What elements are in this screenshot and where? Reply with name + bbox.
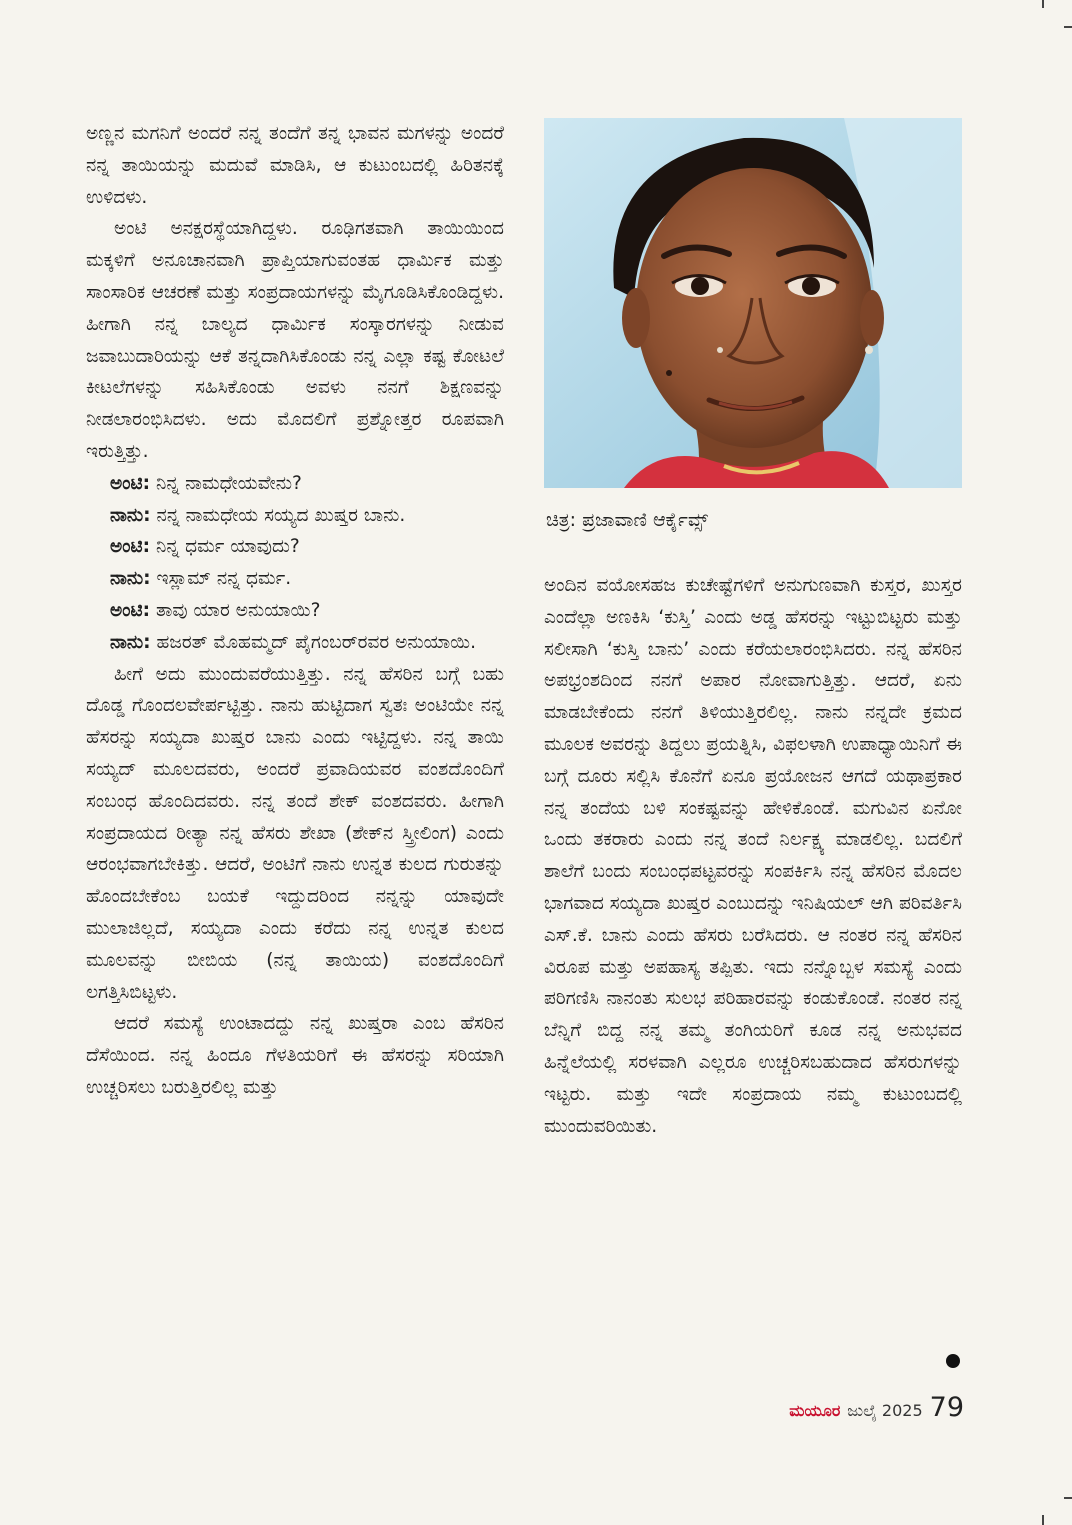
dialogue-text: ನಿನ್ನ ನಾಮಧೇಯವೇನು? (150, 472, 302, 494)
speaker-label: ಅಂಟಿ: (110, 599, 151, 621)
dialogue-text: ನಿನ್ನ ಧರ್ಮ ಯಾವುದು? (150, 536, 300, 558)
issue-date: ಜುಲೈ 2025 (847, 1401, 923, 1420)
author-photo (544, 118, 962, 488)
photo-caption: ಚಿತ್ರ: ಪ್ರಜಾವಾಣಿ ಆರ್ಕೈವ್ಸ್ (546, 509, 709, 531)
crop-mark-bottom-right (1042, 1515, 1044, 1525)
paragraph-intro: ಅಣ್ಣನ ಮಗನಿಗೆ ಅಂದರೆ ನನ್ನ ತಂದೆಗೆ ತನ್ನ ಭಾವನ ಮಗಳನ್ನು ಅಂದರೆ ನನ್ನ ತಾಯಿಯನ್ನು ಮದುವೆ ಮಾಡಿಸಿ, ಆ ಕುಟುಂಬದಲ್ಲಿ ಹಿರಿತನಕ್ಕೆ ಉಳಿದಳು. (86, 123, 504, 208)
crop-mark-right-top (1064, 26, 1072, 28)
right-column (544, 570, 962, 1142)
dialogue-line (86, 531, 504, 563)
paragraph-aunt: ಅಂಟಿ ಅನಕ್ಷರಸ್ಥೆಯಾಗಿದ್ದಳು. ರೂಢಿಗತವಾಗಿ ತಾಯಿಯಿಂದ ಮಕ್ಕಳಿಗೆ ಅನೂಚಾನವಾಗಿ ಪ್ರಾಪ್ತಿಯಾಗುವಂತಹ ಧಾರ್ಮಿಕ ಮತ್ತು ಸಾಂಸಾರಿಕ ಆಚರಣೆ ಮತ್ತು ಸಂಪ್ರದಾಯಗಳನ್ನು ಮೈಗೂಡಿಸಿಕೊಂಡಿದ್ದಳು. ಹೀಗಾಗಿ ನನ್ನ ಬಾಲ್ಯದ ಧಾರ್ಮಿಕ ಸಂಸ್ಕಾರಗಳನ್ನು ನೀಡುವ ಜವಾಬುದಾರಿಯನ್ನು ಆಕೆ ತನ್ನದಾಗಿಸಿಕೊಂಡು ನನ್ನ ಎಲ್ಲಾ ಕಷ್ಟ ಕೋಟಲೆ ಕೀಟಲೆಗಳನ್ನು ಸಹಿಸಿಕೊಂಡು ಅವಳು ನನಗೆ ಶಿಕ್ಷಣವನ್ನು ನೀಡಲಾರಂಭಿಸಿದಳು. ಅದು ಮೊದಲಿಗೆ ಪ್ರಶ್ನೋತ್ತರ ರೂಪವಾಗಿ ಇರುತ್ತಿತ್ತು. (86, 218, 504, 462)
page-number: 79 (929, 1392, 964, 1423)
speaker-label: ನಾನು: (110, 568, 151, 590)
crop-mark-right-bottom (1064, 1497, 1072, 1499)
dialogue-text: ಹಜರತ್ ಮೊಹಮ್ಮದ್ ಪೈಗಂಬರ್‌ರವರ ಅನುಯಾಯಿ. (150, 631, 477, 653)
dialogue (86, 468, 504, 659)
dialogue-text: ನನ್ನ ನಾಮಧೇಯ ಸಯ್ಯದ ಖುಷ್ತರ ಬಾನು. (150, 504, 406, 526)
dialogue-line (86, 500, 504, 532)
dialogue-line (86, 627, 504, 659)
left-column (86, 118, 504, 1104)
paragraph-name-confusion: ಹೀಗೆ ಅದು ಮುಂದುವರೆಯುತ್ತಿತ್ತು. ನನ್ನ ಹೆಸರಿನ ಬಗ್ಗೆ ಬಹು ದೊಡ್ಡ ಗೊಂದಲವೇರ್ಪಟ್ಟಿತ್ತು. ನಾನು ಹುಟ್ಟಿದಾಗ ಸ್ವತಃ ಅಂಟಿಯೇ ನನ್ನ ಹೆಸರನ್ನು ಸಯ್ಯದಾ ಖುಷ್ತರ ಬಾನು ಎಂದು ಇಟ್ಟಿದ್ದಳು. ನನ್ನ ತಾಯಿ ಸಯ್ಯದ್ ಮೂಲದವರು, ಅಂದರೆ ಪ್ರವಾದಿಯವರ ವಂಶದೊಂದಿಗೆ ಸಂಬಂಧ ಹೊಂದಿದವರು. ನನ್ನ ತಂದೆ ಶೇಕ್ ವಂಶದವರು. ಹೀಗಾಗಿ ಸಂಪ್ರದಾಯದ ರೀತ್ಯಾ ನನ್ನ ಹೆಸರು ಶೇಖಾ (ಶೇಕ್‌ನ ಸ್ತ್ರೀಲಿಂಗ) ಎಂದು ಆರಂಭವಾಗಬೇಕಿತ್ತು. ಆದರೆ, ಅಂಟಿಗೆ ನಾನು ಉನ್ನತ ಕುಲದ ಗುರುತನ್ನು ಹೊಂದಬೇಕೆಂಬ ಬಯಕೆ ಇದ್ದುದರಿಂದ ನನ್ನನ್ನು ಯಾವುದೇ ಮುಲಾಜಿಲ್ಲದೆ, ಸಯ್ಯದಾ ಎಂದು ಕರೆದು ನನ್ನ ಉನ್ನತ ಕುಲದ ಮೂಲವನ್ನು ಬೀಬಿಯ (ನನ್ನ ತಾಯಿಯ) ವಂಶದೊಂದಿಗೆ ಲಗತ್ತಿಸಿಬಿಟ್ಟಳು. (86, 663, 504, 1003)
speaker-label: ನಾನು: (110, 504, 151, 526)
dialogue-text: ಇಸ್ಲಾಮ್ ನನ್ನ ಧರ್ಮ. (150, 568, 292, 590)
paragraph-nickname: ಅಂದಿನ ವಯೋಸಹಜ ಕುಚೇಷ್ಟೆಗಳಿಗೆ ಅನುಗುಣವಾಗಿ ಕುಸ್ತರ, ಖುಸ್ತರ ಎಂದೆಲ್ಲಾ ಅಣಕಿಸಿ ‘ಕುಸ್ತಿ’ ಎಂದು ಅಡ್ಡ ಹೆಸರನ್ನು ಇಟ್ಟುಬಿಟ್ಟರು ಮತ್ತು ಸಲೀಸಾಗಿ ‘ಕುಸ್ತಿ ಬಾನು’ ಎಂದು ಕರೆಯಲಾರಂಭಿಸಿದರು. ನನ್ನ ಹೆಸರಿನ ಅಪಭ್ರಂಶದಿಂದ ನನಗೆ ಅಪಾರ ನೋವಾಗುತ್ತಿತ್ತು. ಆದರೆ, ಏನು ಮಾಡಬೇಕೆಂದು ನನಗೆ ತಿಳಿಯುತ್ತಿರಲಿಲ್ಲ. ನಾನು ನನ್ನದೇ ಕ್ರಮದ ಮೂಲಕ ಅವರನ್ನು ತಿದ್ದಲು ಪ್ರಯತ್ನಿಸಿ, ವಿಫಲಳಾಗಿ ಉಪಾಧ್ಯಾಯಿನಿಗೆ ಈ ಬಗ್ಗೆ ದೂರು ಸಲ್ಲಿಸಿ ಕೊನೆಗೆ ಏನೂ ಪ್ರಯೋಜನ ಆಗದೆ ಯಥಾಪ್ರಕಾರ ನನ್ನ ತಂದೆಯ ಬಳಿ ಸಂಕಷ್ಟವನ್ನು ಹೇಳಿಕೊಂಡೆ. ಮಗುವಿನ ಏನೋ ಒಂದು ತಕರಾರು ಎಂದು ನನ್ನ ತಂದೆ ನಿರ್ಲಕ್ಷ್ಯ ಮಾಡಲಿಲ್ಲ. ಬದಲಿಗೆ ಶಾಲೆಗೆ ಬಂದು ಸಂಬಂಧಪಟ್ಟವರನ್ನು ಸಂಪರ್ಕಿಸಿ ನನ್ನ ಹೆಸರಿನ ಮೊದಲ ಭಾಗವಾದ ಸಯ್ಯದಾ ಖುಷ್ತರ ಎಂಬುದನ್ನು ಇನಿಷಿಯಲ್ ಆಗಿ ಪರಿವರ್ತಿಸಿ ಎಸ್.ಕೆ. ಬಾನು ಎಂದು ಹೆಸರು ಬರೆಸಿದರು. ಆ ನಂತರ ನನ್ನ ಹೆಸರಿನ ವಿರೂಪ ಮತ್ತು ಅಪಹಾಸ್ಯ ತಪ್ಪಿತು. ಇದು ನನ್ನೊಬ್ಬಳ ಸಮಸ್ಯೆ ಎಂದು ಪರಿಗಣಿಸಿ ನಾನಂತು ಸುಲಭ ಪರಿಹಾರವನ್ನು ಕಂಡುಕೊಂಡೆ. ನಂತರ ನನ್ನ ಬೆನ್ನಿಗೆ ಬಿದ್ದ ನನ್ನ ತಮ್ಮ ತಂಗಿಯರಿಗೆ ಕೂಡ ನನ್ನ ಅನುಭವದ ಹಿನ್ನೆಲೆಯಲ್ಲಿ ಸರಳವಾಗಿ ಎಲ್ಲರೂ ಉಚ್ಚರಿಸಬಹುದಾದ ಹೆಸರುಗಳನ್ನು ಇಟ್ಟರು. ಮತ್ತು ಇದೇ ಸಂಪ್ರದಾಯ ನಮ್ಮ ಕುಟುಂಬದಲ್ಲಿ ಮುಂದುವರಿಯಿತು. (544, 575, 962, 1137)
dialogue-text: ತಾವು ಯಾರ ಅನುಯಾಯಿ? (150, 599, 321, 621)
page-footer (752, 1392, 964, 1432)
speaker-label: ಅಂಟಿ: (110, 536, 151, 558)
magazine-name: ಮಯೂರ (789, 1401, 841, 1420)
dialogue-line (86, 468, 504, 500)
dialogue-line (86, 595, 504, 627)
crop-mark-top-right (1042, 0, 1044, 8)
paragraph-problem: ಆದರೆ ಸಮಸ್ಯೆ ಉಂಟಾದದ್ದು ನನ್ನ ಖುಷ್ತರಾ ಎಂಬ ಹೆಸರಿನ ದೆಸೆಯಿಂದ. ನನ್ನ ಹಿಂದೂ ಗೆಳತಿಯರಿಗೆ ಈ ಹೆಸರನ್ನು ಸರಿಯಾಗಿ ಉಚ್ಚರಿಸಲು ಬರುತ್ತಿರಲಿಲ್ಲ ಮತ್ತು (86, 1013, 504, 1098)
end-of-article-marker (946, 1354, 960, 1368)
speaker-label: ಅಂಟಿ: (110, 472, 151, 494)
dialogue-line (86, 563, 504, 595)
speaker-label: ನಾನು: (110, 631, 151, 653)
